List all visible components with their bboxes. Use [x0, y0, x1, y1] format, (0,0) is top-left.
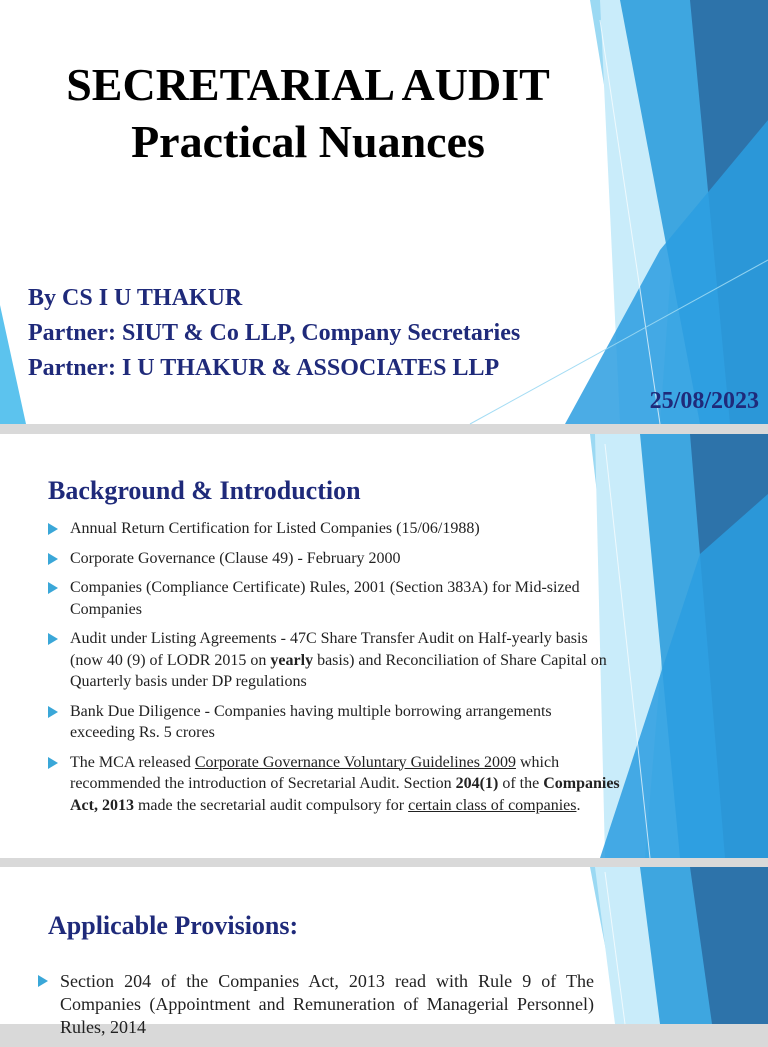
- bullet-arrow-icon: [48, 523, 58, 535]
- bullet-arrow-icon: [48, 757, 58, 769]
- list-item-text: Annual Return Certification for Listed Companies (15/06/1988): [70, 520, 480, 537]
- bullet-list: [48, 518, 620, 824]
- list-item-text-part: .: [576, 796, 581, 814]
- list-item-text-part: The MCA released: [70, 753, 195, 771]
- byline-partner-1: Partner: SIUT & Co LLP, Company Secretaries: [28, 320, 521, 346]
- bullet-arrow-icon: [48, 706, 58, 718]
- bullet-arrow-icon: [38, 975, 48, 987]
- deco-left-sliver: [0, 305, 26, 424]
- author-byline: [28, 281, 520, 386]
- title-line-1: SECRETARIAL AUDIT: [66, 59, 550, 110]
- list-item: [48, 701, 620, 744]
- list-item-text: Section 204 of the Companies Act, 2013 read with Rule 9 of The Companies (Appointment and Remuneration of Managerial Personnel) Rules, 2014: [60, 971, 594, 1037]
- list-item-text-part: made the secretarial audit compulsory for: [133, 796, 409, 814]
- certain-class-link[interactable]: certain class of companies: [408, 796, 577, 814]
- byline-partner-2: Partner: I U THAKUR & ASSOCIATES LLP: [28, 355, 500, 381]
- guidelines-link[interactable]: Corporate Governance Voluntary Guidelines 2009: [194, 753, 516, 771]
- byline-author: By CS I U THAKUR: [28, 285, 243, 311]
- bullet-arrow-icon: [48, 582, 58, 594]
- list-item: [48, 577, 620, 620]
- list-item-text: Corporate Governance (Clause 49) - February 2000: [70, 549, 401, 567]
- list-item: [38, 970, 594, 1039]
- slide-background-introduction: [0, 434, 768, 858]
- list-item-emphasis: yearly: [270, 651, 314, 669]
- list-item-emphasis: 204(1): [455, 775, 499, 792]
- list-item-text-part: Audit under Listing Agreements - 47C Share Transfer Audit on Half-yearly basis (now 40 (9) of LODR 2015 on: [70, 630, 588, 669]
- list-item-text: Bank Due Diligence - Companies having multiple borrowing arrangements exceeding Rs. 5 crores: [70, 702, 552, 741]
- slide-applicable-provisions: [0, 867, 768, 1037]
- title-line-2: Practical Nuances: [131, 116, 485, 167]
- list-item-text-part: which recommended the introduction of Secretarial Audit. Section: [70, 753, 560, 792]
- section-heading: Background & Introduction: [48, 476, 361, 505]
- slide-title: [0, 0, 768, 424]
- presentation-title: [0, 56, 616, 170]
- list-item-text-part: basis) and Reconciliation of Share Capital on Quarterly basis under DP regulations: [70, 651, 607, 690]
- list-item: [48, 628, 620, 693]
- list-item-text-part: of the: [498, 775, 544, 792]
- list-item: [48, 548, 620, 570]
- list-item: [48, 518, 620, 540]
- bullet-list: [38, 970, 594, 1047]
- list-item-text: Companies (Compliance Certificate) Rules, 2001 (Section 383A) for Mid-sized Companies: [70, 579, 580, 618]
- list-item: [48, 752, 620, 817]
- list-item-emphasis: Companies Act, 2013: [70, 775, 620, 814]
- presentation-date: 25/08/2023: [649, 388, 759, 414]
- section-heading: Applicable Provisions:: [48, 911, 299, 940]
- bullet-arrow-icon: [48, 553, 58, 565]
- bullet-arrow-icon: [48, 633, 58, 645]
